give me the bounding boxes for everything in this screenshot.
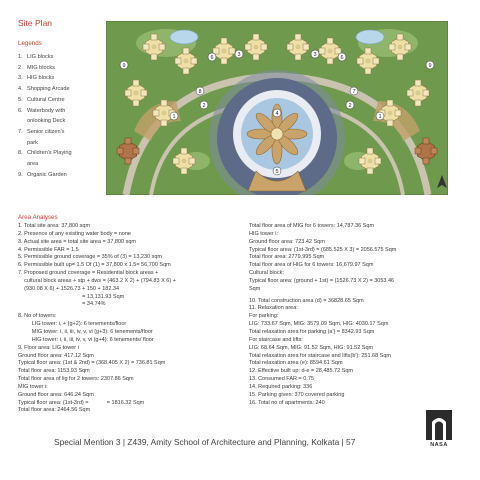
legend-item (18, 116, 110, 127)
plan-marker (235, 50, 243, 58)
legend-item-number: 9. (18, 171, 23, 178)
analysis-line: LIG: 68.64 Sqm, MIG: 91.52 Sqm, HIG: 91.52 Sqm (249, 344, 374, 351)
analysis-line: = 34.74% (18, 301, 106, 308)
legend-item-number: 4. (18, 86, 23, 93)
analysis-line: = 13,131.93 Sqm (18, 293, 125, 300)
analysis-line: 7. Proposed ground coverage = Residential block areas + (18, 270, 159, 277)
analysis-line: Total relaxation area for staircase and lifts(b'): 251.68 Sqm (249, 352, 391, 359)
area-analysis-heading: Area Analyses (18, 214, 58, 221)
analysis-line: Total relaxation area for parking (a') = 8342.93 Sqm (249, 328, 375, 335)
plan-marker-label: 5 (275, 169, 279, 175)
analysis-line: 14. Required parking: 336 (249, 383, 313, 390)
analysis-line: 2. Presence of any existing water body = none (18, 230, 131, 237)
legend-item-label: area (27, 161, 39, 168)
analysis-line: 16. Total no of apartments: 240 (249, 399, 325, 406)
analysis-line: Total relaxation area (e): 8594.61 Sqm (249, 360, 343, 367)
analysis-line: Total floor area of lig for 2 towers: 2307.86 Sqm (18, 376, 134, 383)
plan-marker-label: 3 (237, 52, 241, 58)
plan-marker-label: 2 (348, 103, 352, 109)
plan-marker-label: 6 (210, 55, 214, 61)
legend-item (18, 159, 110, 170)
plan-marker-label: 3 (313, 52, 317, 58)
analysis-line: 3. Actual site area = total site area = 37,800 sqm (18, 238, 137, 245)
analysis-line: 9. Floor area: LIG tower i (18, 344, 79, 351)
legend-item-number (18, 138, 27, 149)
legend-item-label: Waterbody with (27, 107, 66, 114)
legend-item-label: Shopping Arcade (27, 86, 70, 93)
legend-item-label: Senior citizen's (27, 128, 65, 135)
legend-item-number: 2. (18, 64, 23, 71)
plan-marker (273, 167, 281, 175)
legend-heading: Legends (18, 40, 42, 47)
legend-list (18, 52, 110, 180)
plan-marker-label: 6 (340, 55, 344, 61)
plan-marker-label: 8 (198, 89, 202, 95)
plan-marker (273, 109, 281, 117)
plan-marker-label: 9 (122, 63, 126, 69)
analysis-line: 10. Total construction area (d) = 36828.65 Sqm (249, 297, 364, 304)
analysis-line: Sqm (249, 285, 261, 292)
analysis-line: 5. Permissible ground coverage = 35% of (3) = 13,230 sqm (18, 254, 162, 261)
legend-item-label: Cultural Centre (27, 96, 65, 103)
analysis-line: 12. Effective built up: d-e = 28,485.72 Sqm (249, 368, 354, 375)
analysis-line: 13. Consumed FAR = 0.75 (249, 376, 314, 383)
nasa-logo-text: NASA (430, 442, 448, 448)
legend-item-number: 7. (18, 128, 23, 135)
analysis-line: Total floor area of HIG for 6 towers: 16,679.97 Sqm (249, 262, 374, 269)
analysis-line: For staircase and lifts: (249, 336, 303, 343)
legend-item (18, 52, 110, 63)
legend-item-label: HIG blocks (27, 75, 55, 82)
analysis-line: HIG tower i: (249, 230, 279, 237)
analysis-line: Total floor area of MIG for 6 towers: 14,787.36 Sqm (249, 223, 375, 229)
analysis-line: Typical floor area: (ground + 1st) = (1526.73 X 2) = 3053.46 (249, 277, 395, 284)
plan-marker (200, 101, 208, 109)
page-title: Site Plan (18, 18, 53, 28)
plan-marker (196, 87, 204, 95)
legend-item-label: Organic Garden (27, 171, 67, 178)
plan-marker (346, 101, 354, 109)
plan-marker (208, 53, 216, 61)
plan-marker-label: 7 (352, 89, 356, 95)
analysis-line: LIG tower: i, + (g+2): 6 tenements/floor (18, 321, 127, 328)
plan-marker (350, 87, 358, 95)
analysis-line: Typical floor area: (1st-3rd) = = 1816.32 Sqm (18, 399, 145, 406)
legend-item-number (18, 116, 27, 127)
legend-item (18, 95, 110, 106)
analysis-line: Total floor area: 1153.93 Sqm (18, 368, 90, 375)
legend-item (18, 106, 110, 117)
plan-marker (426, 61, 434, 69)
plan-marker-label: 4 (275, 111, 279, 117)
analysis-line: For parking: (249, 313, 279, 320)
analysis-line: 1. Total site area: 37,800 sqm (18, 223, 91, 229)
legend-item (18, 170, 110, 181)
analysis-line: MIG tower i: (18, 383, 48, 390)
analysis-line: Typical floor area: (1st & 2nd) = (368.405 X 2) = 736.81 Sqm (18, 360, 166, 367)
legend-item (18, 127, 110, 138)
legend-item-number: 6. (18, 107, 23, 114)
north-arrow-icon (436, 175, 448, 189)
analysis-line: (930.08 X 6) + 1526.73 + 150 + 182.34 (18, 285, 120, 292)
analysis-line: Ground floor area: 723.42 Sqm (249, 238, 325, 245)
site-plan-drawing (106, 21, 448, 195)
legend-item (18, 73, 110, 84)
legend-item-number: 1. (18, 54, 23, 60)
plan-marker (376, 112, 384, 120)
page-footer: Special Mention 3 | Z439, Amity School of Architecture and Planning, Kolkata | 57 (54, 437, 356, 447)
legend-item (18, 63, 110, 74)
legend-item-number: 3. (18, 75, 23, 82)
analysis-line: LIG: 733.67 Sqm, MIG: 3579.09 Sqm, HIG: 4030.17 Sqm (249, 321, 389, 328)
plan-marker-label: 9 (428, 63, 432, 69)
legend-item-label: MIG blocks (27, 64, 55, 71)
legend-item-number: 5. (18, 96, 23, 103)
analysis-line: cultural block areas + stp + dws = (463.2 X 2) + (794.83 X 6) + (18, 277, 176, 284)
analysis-line: 4. Permissible FAR = 1.5 (18, 246, 79, 253)
plan-marker-label: 2 (202, 103, 206, 109)
analysis-line: Total floor area: 2779.995 Sqm (249, 254, 325, 261)
plan-marker-label: 1 (378, 114, 382, 120)
legend-item-label: park (27, 139, 38, 146)
plan-marker-label: 1 (172, 114, 176, 120)
legend-item (18, 148, 110, 159)
legend-item (18, 84, 110, 95)
legend-item-label: Children's Playing (27, 150, 72, 157)
analysis-line: 11. Relaxation area: (249, 305, 298, 312)
analysis-line: Cultural block: (249, 270, 284, 277)
analysis-line: 8. No of towers: (18, 313, 57, 320)
area-analysis-left-column (18, 223, 246, 415)
legend-item-label: onlooking Deck (27, 118, 66, 125)
legend-item-number (18, 159, 27, 170)
legend-item (18, 138, 110, 149)
analysis-line: Ground floor area: 646.24 Sqm (18, 391, 94, 398)
analysis-line: 15. Parking given: 370 covered parking (249, 391, 345, 398)
analysis-line: 6. Permissible built up= 1.5 Of (1) = 37,800 x 1.5= 56,700 Sqm (18, 262, 171, 269)
legend-item-number: 8. (18, 150, 23, 157)
analysis-line: MIG tower: i, ii, iii, iv, v, vi (g+3): 6 tenements/floor (18, 328, 153, 335)
analysis-line: Ground floor area: 417.12 Sqm (18, 352, 94, 359)
analysis-line: Typical floor area: (1st-3rd) = (685.525 X 3) = 2056.575 Sqm (249, 246, 397, 253)
analysis-line: Total floor area: 2464.56 Sqm (18, 407, 91, 414)
plan-marker (170, 112, 178, 120)
plan-marker (311, 50, 319, 58)
area-analysis-right-column (249, 223, 425, 407)
plan-marker (120, 61, 128, 69)
analysis-line: HIG tower: i, ii, iii, iv, v, vi (g+4): 6 tenements/ floor (18, 336, 154, 343)
legend-item-label: LIG blocks (27, 54, 54, 60)
plan-marker (338, 53, 346, 61)
